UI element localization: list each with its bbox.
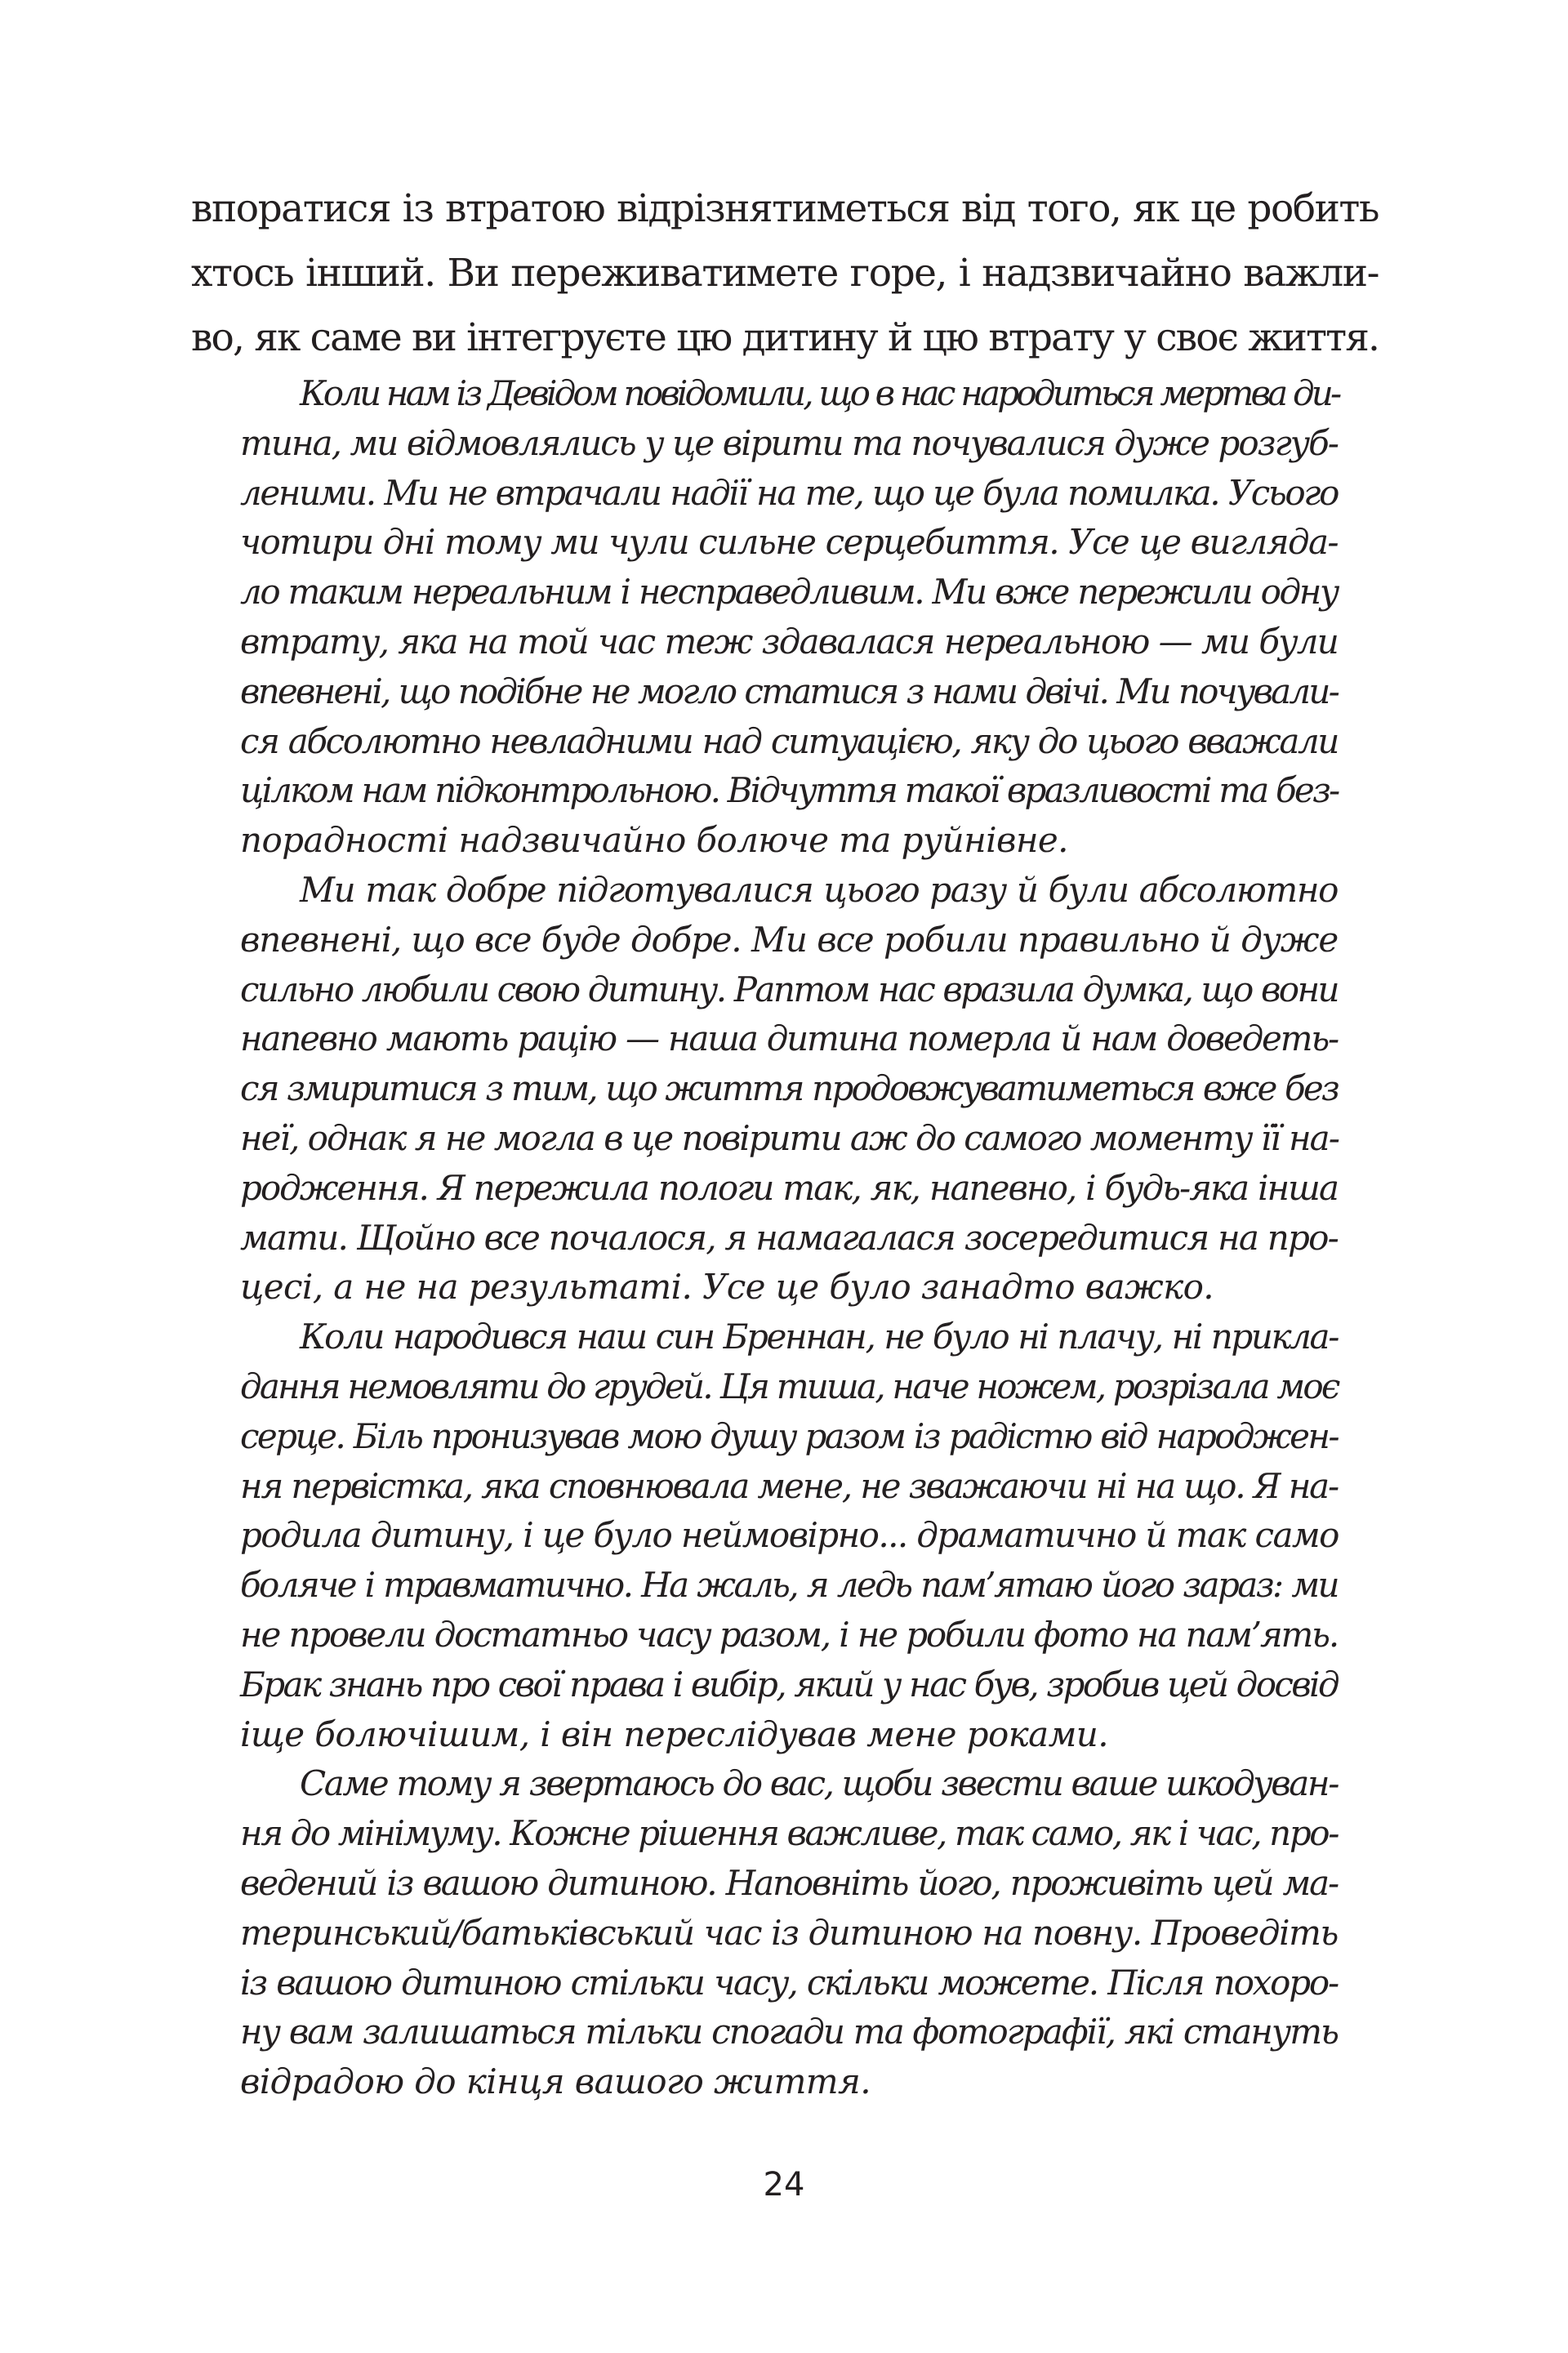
quote-line: тина, ми відмовлялись у це вірити та почувалися дуже розгуб- xyxy=(240,422,1338,463)
quote-line: ня первістка, яка сповнювала мене, не зважаючи ні на що. Я на- xyxy=(240,1465,1338,1506)
quote-line: із вашою дитиною стільки часу, скільки можете. Після похоро- xyxy=(240,1962,1338,2003)
page-number: 24 xyxy=(763,2166,805,2204)
quote-line: Брак знань про свої права і вибір, який у нас був, зробив цей досвід xyxy=(240,1664,1338,1705)
quote-line: родження. Я пережила пологи так, як, напевно, і будь-яка інша xyxy=(240,1167,1338,1208)
quote-line: чотири дні тому ми чули сильне серцебиття. Усе це виглядa- xyxy=(240,522,1338,563)
quote-line: серце. Біль пронизував мою душу разом із радістю від народжен- xyxy=(240,1415,1338,1456)
quote-line: ну вам залишаться тільки спогади та фотографії, які стануть xyxy=(240,2012,1338,2052)
quote-line: ло таким нереальним і несправедливим. Ми вже пережили одну xyxy=(240,572,1338,613)
intro-paragraph xyxy=(191,176,1379,370)
quote-line: боляче і травматично. На жаль, я ледь пам’ятаю його зараз: ми xyxy=(240,1565,1338,1606)
quote-line: Коли нам із Девідом повідомили, що в нас народиться мертва ди- xyxy=(300,373,1339,413)
quote-line: леними. Ми не втрачали надії на те, що це була помилка. Усього xyxy=(240,472,1338,513)
quote-line: дання немовляти до грудей. Ця тиша, наче ножем, розрізала моє xyxy=(240,1366,1339,1406)
quote-paragraph-2 xyxy=(240,866,1338,1312)
quote-line: Ми так добре підготувалися цього разу й були абсолютно xyxy=(300,869,1338,910)
intro-line: впоратися із втратою відрізнятиметься від того, як це робить xyxy=(191,186,1379,231)
quote-line: втрату, яка на той час теж здавалася нереальною — ми були xyxy=(240,621,1338,662)
quote-line: ся змиритися з тим, що життя продовжуватиметься вже без xyxy=(240,1068,1338,1109)
quote-line: Саме тому я звертаюсь до вас, щоби звести ваше шкодуван- xyxy=(300,1763,1338,1804)
quote-line: ня до мінімуму. Кожне рішення важливе, так само, як і час, про- xyxy=(240,1813,1338,1854)
quote-paragraph-3 xyxy=(240,1312,1338,1759)
quote-line: ведений із вашою дитиною. Наповніть його, проживіть цей ма- xyxy=(240,1862,1338,1903)
quote-line: іще болючішим, і він переслідував мене роками. xyxy=(240,1714,1108,1754)
quote-line: напевно мають рацію — наша дитина померла й нам доведеть- xyxy=(240,1018,1338,1059)
quote-line: не провели достатньо часу разом, і не робили фото на пам’ять. xyxy=(240,1614,1338,1655)
quote-line: порадності надзвичайно болюче та руйнівне. xyxy=(240,820,1068,861)
quote-line: неї, однак я не могла в це повірити аж до самого моменту її на- xyxy=(240,1117,1339,1158)
quote-line: мати. Щойно все почалося, я намагалася зосередитися на про- xyxy=(240,1217,1338,1258)
quote-line: впевнені, що все буде добре. Ми все робили правильно й дуже xyxy=(240,919,1338,960)
quote-line: родила дитину, і це було неймовірно... драматично й так само xyxy=(240,1515,1339,1556)
intro-line: во, як саме ви інтегруєте цю дитину й цю втрату у своє життя. xyxy=(191,315,1379,360)
quote-line: цесі, а не на результаті. Усе це було занадто важко. xyxy=(240,1267,1214,1308)
italic-quote-block xyxy=(240,369,1338,2107)
quote-paragraph-4 xyxy=(240,1759,1338,2107)
quote-line: сильно любили свою дитину. Раптом нас вразила думка, що вони xyxy=(240,969,1338,1009)
quote-line: відрадою до кінця вашого життя. xyxy=(240,2061,871,2102)
quote-paragraph-1 xyxy=(240,369,1338,866)
quote-line: Коли народився наш син Бреннан, не було ні плачу, ні прикла- xyxy=(300,1317,1338,1357)
intro-line: хтось інший. Ви переживатимете горе, і надзвичайно важли- xyxy=(191,251,1379,296)
quote-line: впевнені, що подібне не могло статися з нами двічі. Ми почували- xyxy=(240,671,1338,711)
quote-line: теринський/батьківський час із дитиною на повну. Проведіть xyxy=(240,1912,1339,1953)
quote-line: цілком нам підконтрольною. Відчуття такої вразливості та без- xyxy=(240,770,1339,811)
quote-line: ся абсолютно невладними над ситуацією, яку до цього вважали xyxy=(240,720,1338,761)
